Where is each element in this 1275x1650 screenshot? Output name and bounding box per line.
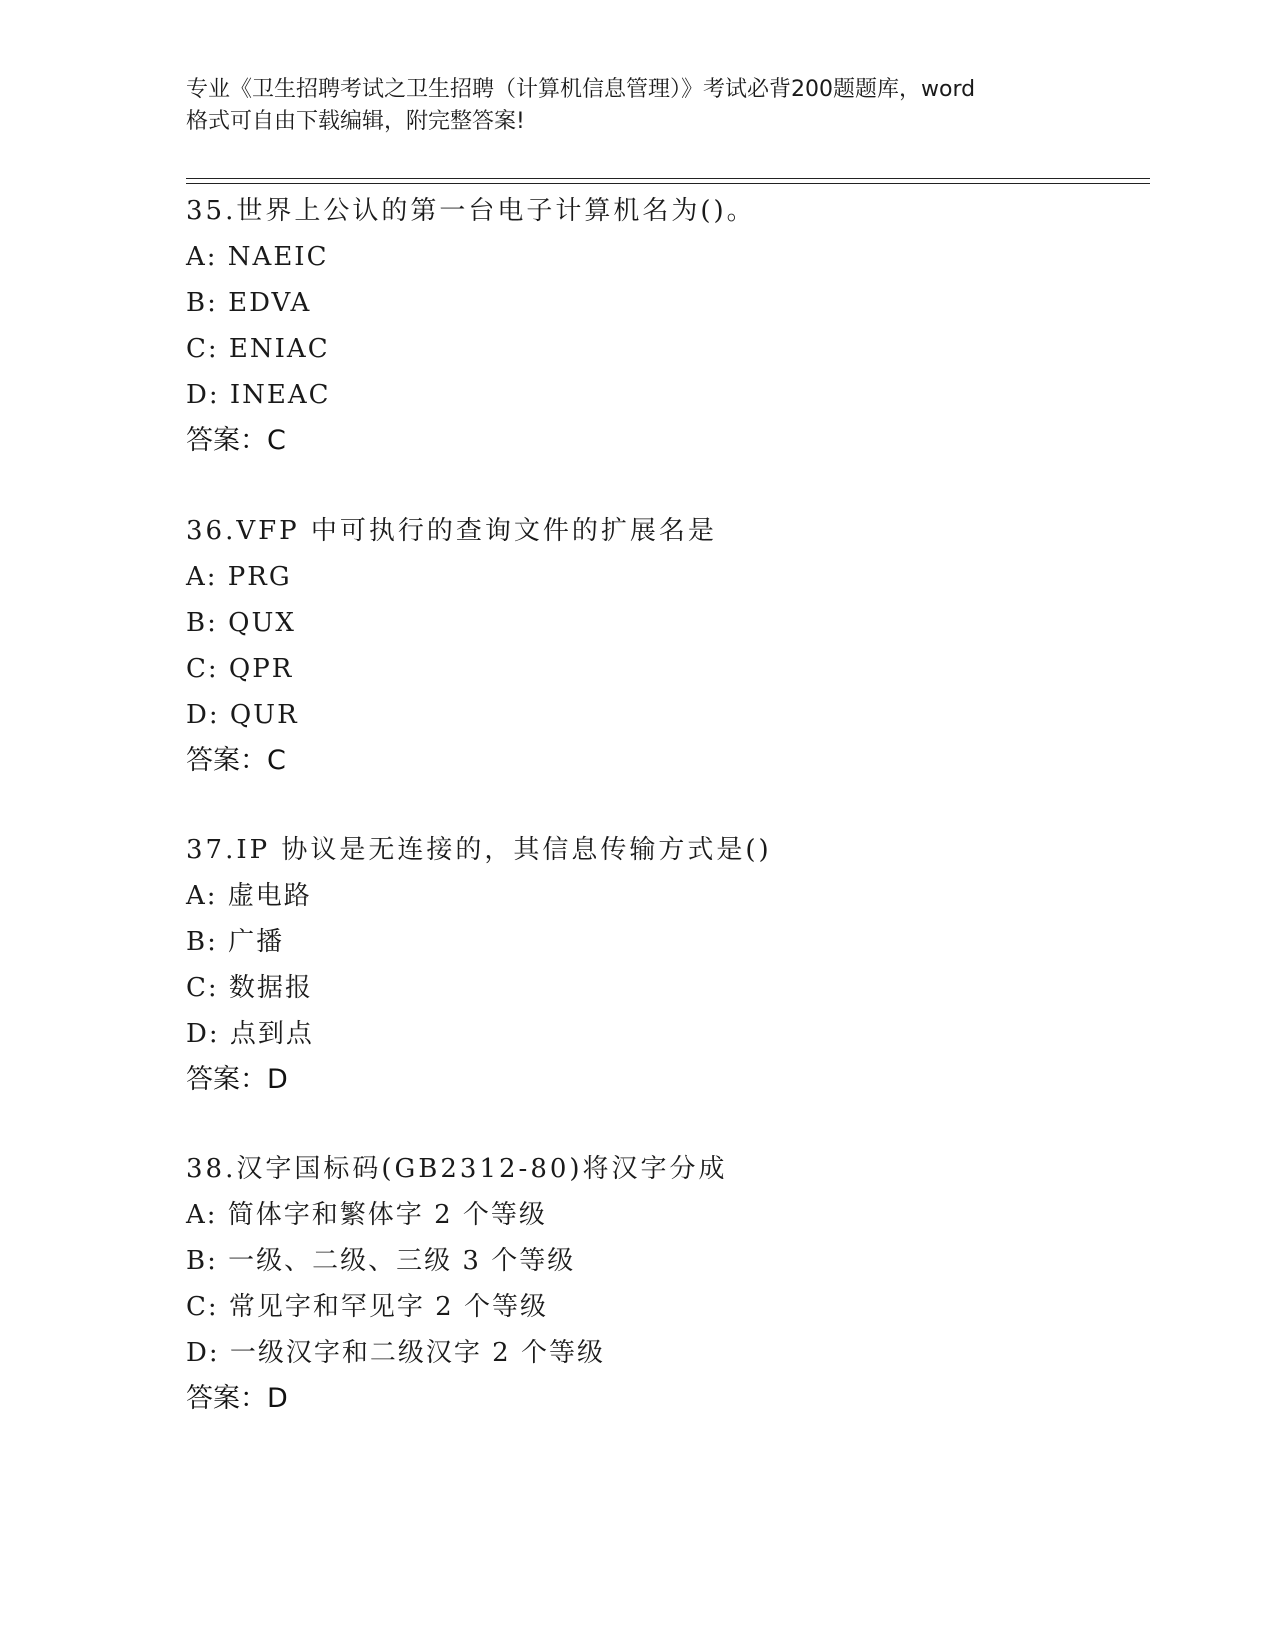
question-37 bbox=[186, 827, 1146, 1103]
option-b: B: 广播 bbox=[186, 927, 285, 957]
question-35 bbox=[186, 188, 1146, 464]
option-a: A: 简体字和繁体字 2 个等级 bbox=[186, 1200, 547, 1230]
option-c: C: 数据报 bbox=[186, 973, 313, 1003]
question-stem: 35.世界上公认的第一台电子计算机名为()。 bbox=[186, 196, 756, 226]
option-c: C: 常见字和罕见字 2 个等级 bbox=[186, 1292, 548, 1322]
document-header bbox=[186, 74, 1086, 138]
header-divider-top bbox=[186, 178, 1150, 179]
option-c: C: QPR bbox=[186, 654, 294, 684]
option-b: B: 一级、二级、三级 3 个等级 bbox=[186, 1246, 576, 1276]
option-b: B: EDVA bbox=[186, 288, 312, 318]
option-a: A: NAEIC bbox=[186, 242, 329, 272]
question-36 bbox=[186, 508, 1146, 784]
question-stem: 37.IP 协议是无连接的，其信息传输方式是() bbox=[186, 835, 772, 865]
option-d: D: 一级汉字和二级汉字 2 个等级 bbox=[186, 1338, 605, 1368]
option-d: D: 点到点 bbox=[186, 1019, 314, 1049]
answer: 答案：C bbox=[186, 425, 286, 456]
option-c: C: ENIAC bbox=[186, 334, 330, 364]
question-stem: 38.汉字国标码(GB2312-80)将汉字分成 bbox=[186, 1154, 728, 1184]
option-a: A: 虚电路 bbox=[186, 881, 312, 911]
option-b: B: QUX bbox=[186, 608, 296, 638]
header-divider-bottom bbox=[186, 183, 1150, 184]
option-d: D: INEAC bbox=[186, 380, 331, 410]
question-stem: 36.VFP 中可执行的查询文件的扩展名是 bbox=[186, 516, 717, 546]
option-a: A: PRG bbox=[186, 562, 292, 592]
question-38 bbox=[186, 1146, 1146, 1422]
answer: 答案：C bbox=[186, 745, 286, 776]
answer: 答案：D bbox=[186, 1064, 288, 1095]
answer: 答案：D bbox=[186, 1383, 288, 1414]
header-line-2: 格式可自由下载编辑，附完整答案! bbox=[186, 109, 525, 134]
header-line-1: 专业《卫生招聘考试之卫生招聘（计算机信息管理）》考试必背200题题库，word bbox=[186, 77, 976, 102]
option-d: D: QUR bbox=[186, 700, 299, 730]
